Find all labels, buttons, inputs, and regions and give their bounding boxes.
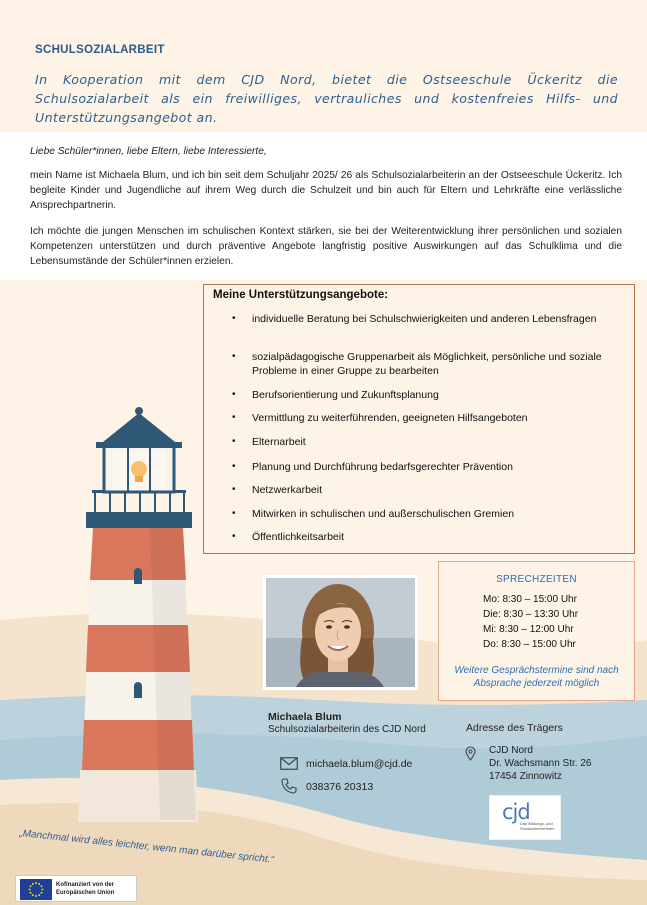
bullet-icon: • bbox=[232, 436, 236, 447]
address-heading: Adresse des Trägers bbox=[466, 722, 563, 734]
phone-icon bbox=[281, 778, 297, 794]
offer-item bbox=[232, 460, 620, 474]
bullet-icon: • bbox=[232, 351, 236, 362]
offer-item bbox=[232, 388, 620, 402]
quote: „Manchmal wird alles leichter, wenn man darüber spricht.“ bbox=[18, 828, 275, 866]
portrait-photo bbox=[263, 575, 418, 690]
offers-box bbox=[203, 284, 635, 554]
offer-item bbox=[232, 483, 620, 497]
office-hours-row: Do: 8:30 – 15:00 Uhr bbox=[483, 639, 576, 650]
mail-icon bbox=[280, 757, 298, 770]
bullet-icon: • bbox=[232, 531, 236, 542]
offer-item bbox=[232, 435, 620, 449]
page-title: SCHULSOZIALARBEIT bbox=[35, 44, 165, 56]
greeting: Liebe Schüler*innen, liebe Eltern, liebe Interessierte, bbox=[30, 146, 267, 157]
offer-item bbox=[232, 411, 620, 425]
office-hours-box bbox=[438, 561, 635, 701]
office-hours-note-line: Absprache jederzeit möglich bbox=[473, 678, 600, 689]
bullet-icon: • bbox=[232, 484, 236, 495]
address-line: 17454 Zinnowitz bbox=[489, 771, 562, 782]
offer-item-text: Planung und Durchführung bedarfsgerechter Prävention bbox=[252, 461, 513, 473]
intro-text: In Kooperation mit dem CJD Nord, bietet die Ostseeschule Ückeritz die Schulsozialarbeit als ein freiwilliges, vertrauliches und kostenfreies Hilfs- und Unterstützungsangebot an. bbox=[35, 72, 618, 125]
cjd-logo-subtitle: Das Bildungs- und Sozialunternehmen bbox=[520, 821, 555, 831]
offer-item-text: Netzwerkarbeit bbox=[252, 484, 323, 496]
bullet-icon: • bbox=[232, 508, 236, 519]
eu-text-line: Kofinanziert von der bbox=[56, 882, 115, 888]
office-hours-note bbox=[439, 664, 634, 690]
office-hours-row: Mi: 8:30 – 12:00 Uhr bbox=[483, 624, 574, 635]
offer-item bbox=[232, 507, 620, 521]
address-line: Dr. Wachsmann Str. 26 bbox=[489, 758, 592, 769]
offer-item-text: sozialpädagogische Gruppenarbeit als Möglichkeit, persönliche und soziale Probleme in einer Gruppe zu bearbeiten bbox=[252, 351, 602, 377]
offer-item bbox=[232, 350, 620, 378]
offer-item bbox=[232, 312, 620, 326]
offer-item-text: Öffentlichkeitsarbeit bbox=[252, 531, 345, 543]
offer-item-text: Elternarbeit bbox=[252, 436, 306, 448]
eu-cofunding-badge bbox=[15, 875, 137, 902]
phone-number[interactable]: 038376 20313 bbox=[306, 781, 374, 793]
offer-item-text: Mitwirken in schulischen und außerschulischen Gremien bbox=[252, 508, 515, 520]
location-pin-icon bbox=[465, 746, 476, 761]
office-hours-note-line: Weitere Gesprächstermine sind nach bbox=[454, 665, 619, 676]
offer-item-text: Berufsorientierung und Zukunftsplanung bbox=[252, 389, 439, 401]
offer-item-text: Vermittlung zu weiterführenden, geeigneten Hilfsangeboten bbox=[252, 412, 528, 424]
offers-title: Meine Unterstützungsangebote: bbox=[213, 289, 389, 301]
bullet-icon: • bbox=[232, 313, 236, 324]
introduction-paragraph: mein Name ist Michaela Blum, und ich bin seit dem Schuljahr 2025/ 26 als Schulsozialarbeiterin an der Ostseeschule Ückeritz. Ich begleite Kinder und Jugendliche auf ihrem Weg durch die Schulzeit und bin auch für Eltern und Lehrkräfte eine verlässliche Ansprechpartnerin. bbox=[30, 170, 622, 211]
cjd-logo bbox=[489, 795, 561, 840]
cjd-logo-text: cjd bbox=[502, 800, 530, 824]
bullet-icon: • bbox=[232, 461, 236, 472]
office-hours-row: Mo: 8:30 – 15:00 Uhr bbox=[483, 594, 577, 605]
offer-item bbox=[232, 530, 620, 544]
eu-text-line: Europäischen Union bbox=[56, 890, 115, 896]
office-hours-row: Die: 8:30 – 13:30 Uhr bbox=[483, 609, 579, 620]
eu-cofunding-text bbox=[56, 881, 136, 897]
portrait-image bbox=[266, 578, 415, 687]
bullet-icon: • bbox=[232, 412, 236, 423]
goals-paragraph: Ich möchte die jungen Menschen im schulischen Kontext stärken, sie bei der Weiterentwicklung ihrer persönlichen und sozialen Kompetenzen unterstützen und durch präventive Angebote langfristig positive Auswirkungen auf das Schulklima und die Lebensumstände der Schüler*innen erzielen. bbox=[30, 226, 622, 267]
offer-item-text: individuelle Beratung bei Schulschwierigkeiten und anderen Lebensfragen bbox=[252, 313, 597, 325]
contact-name: Michaela Blum bbox=[268, 711, 342, 723]
bullet-icon: • bbox=[232, 389, 236, 400]
email-link[interactable]: michaela.blum@cjd.de bbox=[306, 758, 413, 770]
contact-role: Schulsozialarbeiterin des CJD Nord bbox=[268, 724, 426, 735]
address-line: CJD Nord bbox=[489, 745, 533, 756]
eu-flag-icon bbox=[20, 879, 52, 900]
office-hours-title: SPRECHZEITEN bbox=[496, 574, 577, 585]
